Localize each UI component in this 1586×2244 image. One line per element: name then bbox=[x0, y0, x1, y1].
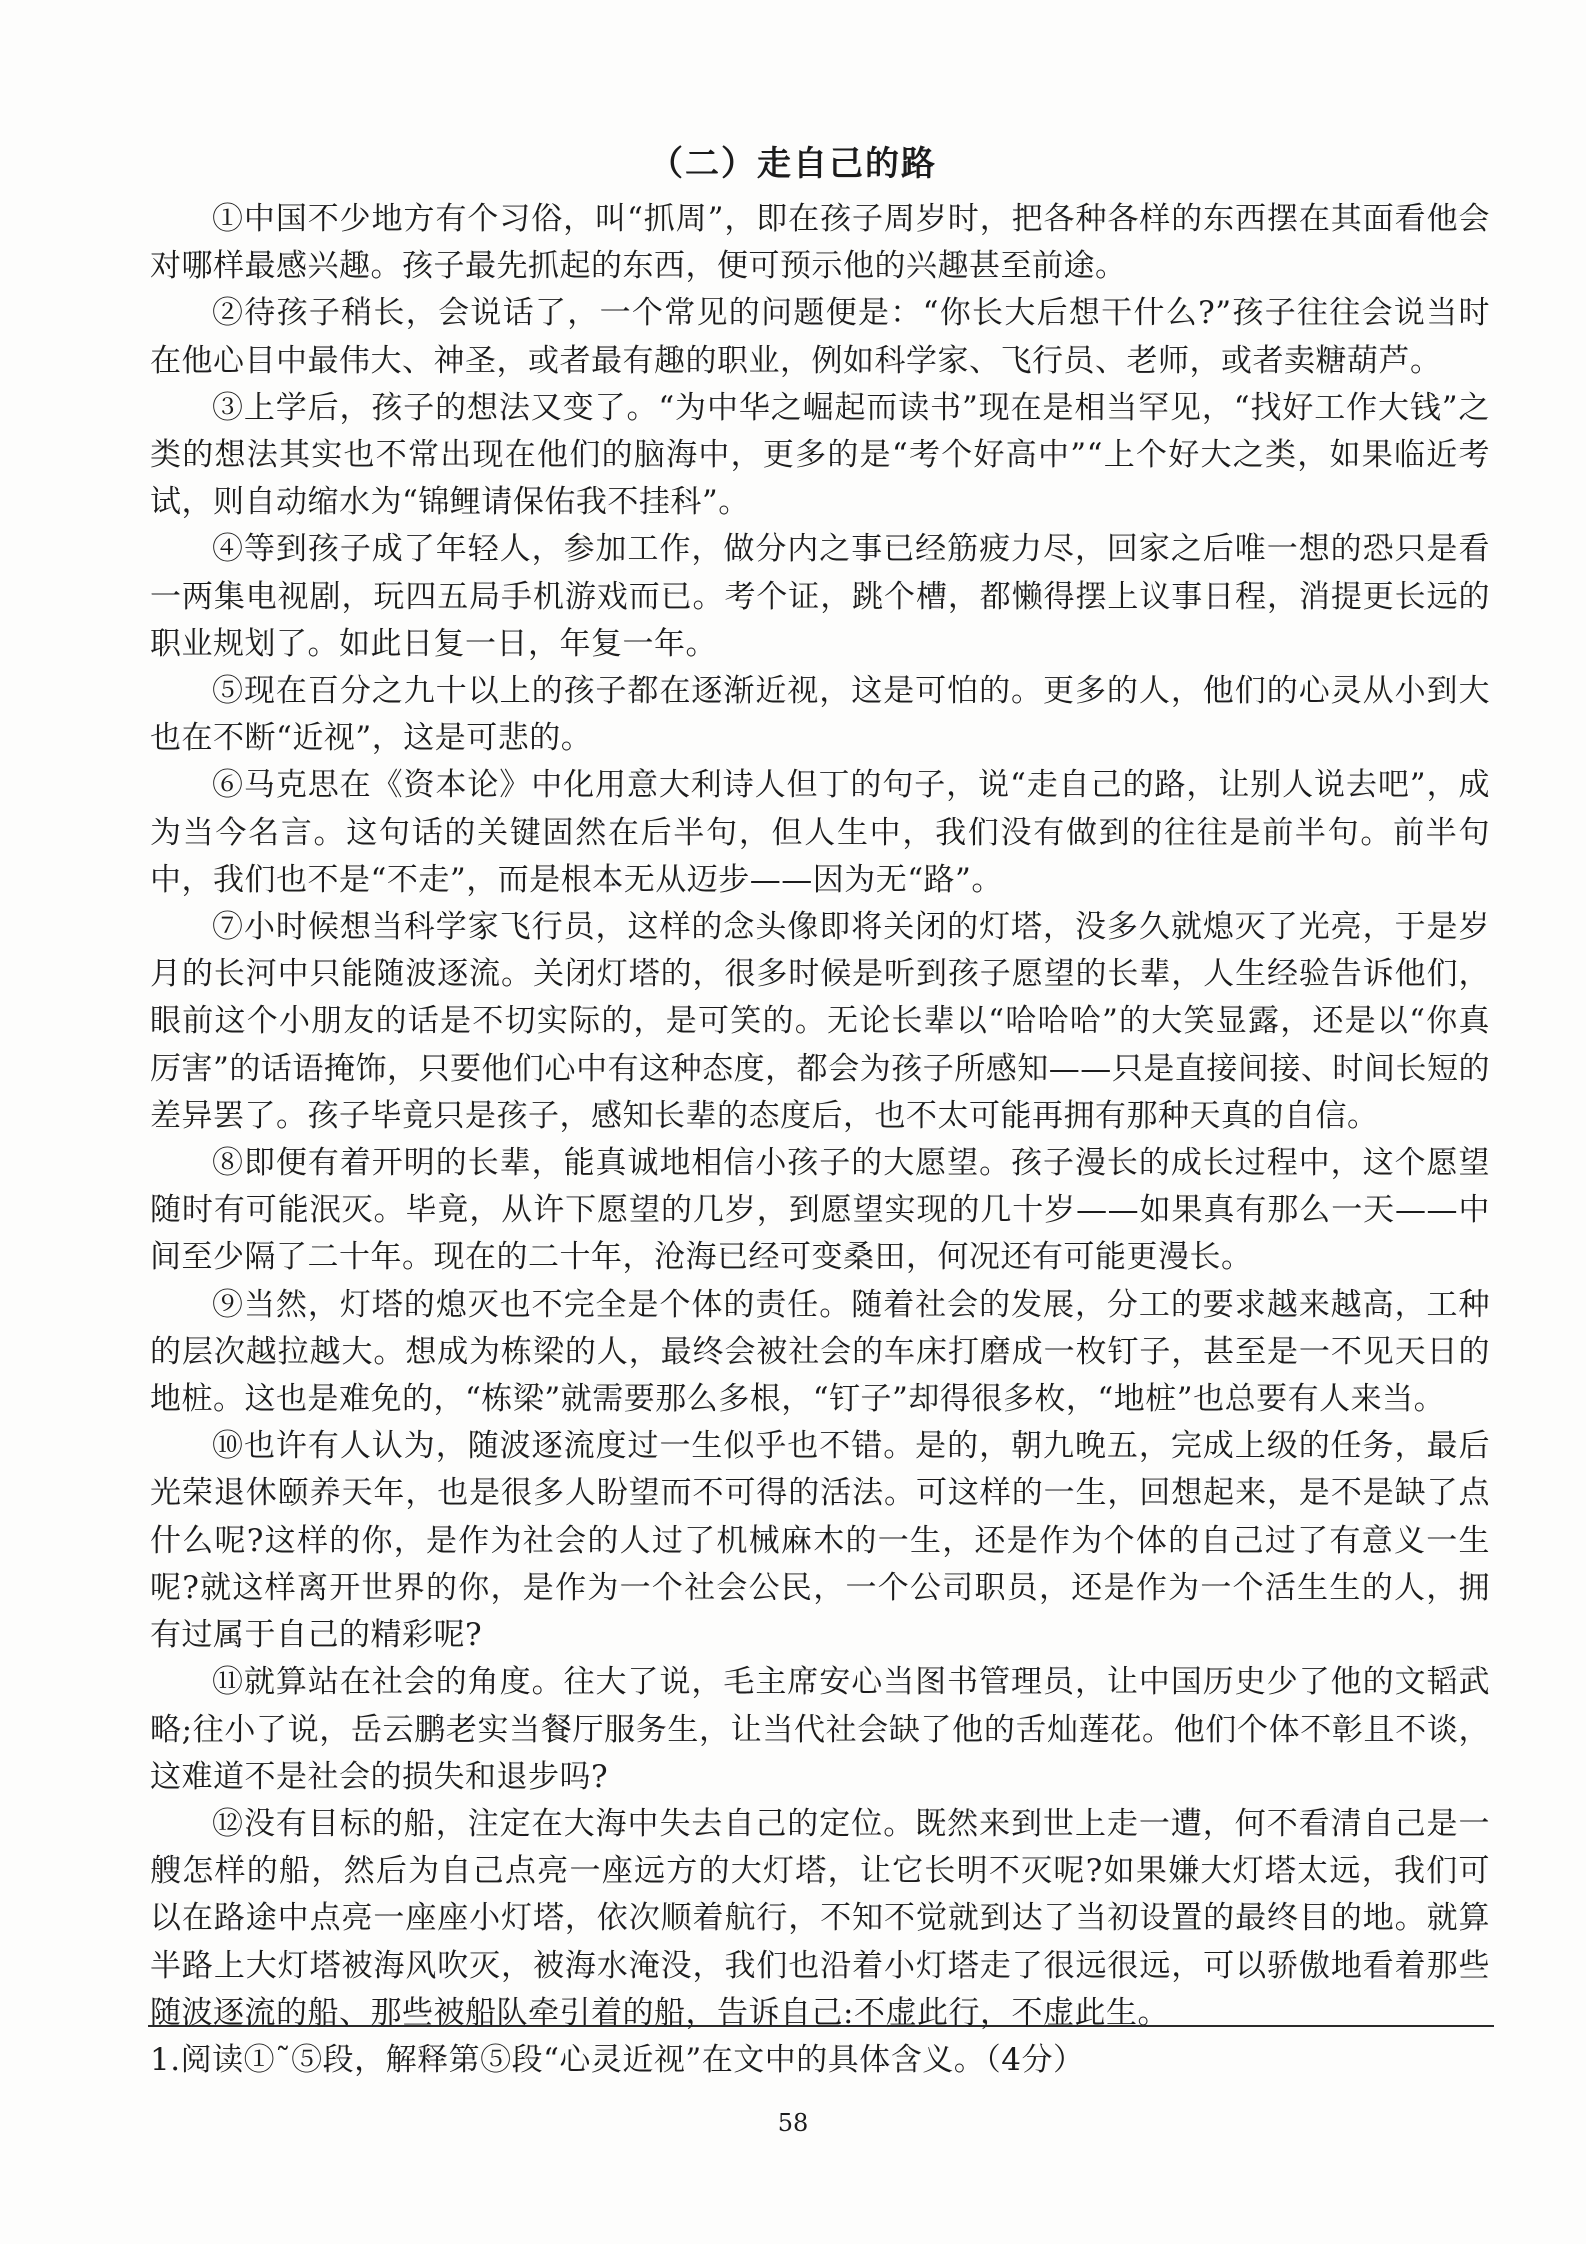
paragraph-3: ③上学后，孩子的想法又变了。“为中华之崛起而读书”现在是相当罕见，“找好工作大钱”之类的想法其实也不常出现在他们的脑海中，更多的是“考个好高中”“上个好大之类，如果临近考试，则自动缩水为“锦鲤请保佑我不挂科”。 bbox=[150, 389, 1490, 521]
paragraph-1: ①中国不少地方有个习俗，叫“抓周”，即在孩子周岁时，把各种各样的东西摆在其面看他会对哪样最感兴趣。孩子最先抓起的东西，便可预示他的兴趣甚至前途。 bbox=[150, 201, 1490, 285]
paragraph-11: ⑪就算站在社会的角度。往大了说，毛主席安心当图书管理员，让中国历史少了他的文韬武略;往小了说，岳云鹏老实当餐厅服务生，让当代社会缺了他的舌灿莲花。他们个体不彰且不谈，这难道不是社会的损失和退步吗? bbox=[150, 1664, 1490, 1795]
paragraph-4: ④等到孩子成了年轻人，参加工作，做分内之事已经筋疲力尽，回家之后唯一想的恐只是看一两集电视剧，玩四五局手机游戏而已。考个证，跳个槽，都懒得摆上议事日程，消提更长远的职业规划了。如此日复一日，年复一年。 bbox=[150, 531, 1490, 662]
paragraph-8: ⑧即便有着开明的长辈，能真诚地相信小孩子的大愿望。孩子漫长的成长过程中，这个愿望随时有可能泯灭。毕竟，从许下愿望的几岁，到愿望实现的几十岁——如果真有那么一天——中间至少隔了二十年。现在的二十年，沧海已经可变桑田，何况还有可能更漫长。 bbox=[150, 1145, 1490, 1276]
question-1: 1.阅读①˜⑤段，解释第⑤段“心灵近视”在文中的具体含义。（4分） bbox=[150, 2041, 1085, 2078]
paragraph-6: ⑥马克思在《资本论》中化用意大利诗人但丁的句子，说“走自己的路，让别人说去吧”，成为当今名言。这句话的关键固然在后半句，但人生中，我们没有做到的往往是前半句。前半句中，我们也不是“不走”，而是根本无从迈步——因为无“路”。 bbox=[150, 767, 1490, 898]
paragraph-7: ⑦小时候想当科学家飞行员，这样的念头像即将关闭的灯塔，没多久就熄灭了光亮，于是岁月的长河中只能随波逐流。关闭灯塔的，很多时候是听到孩子愿望的长辈，人生经验告诉他们，眼前这个小朋友的话是不切实际的，是可笑的。无论长辈以“哈哈哈”的大笑显露，还是以“你真厉害”的话语掩饰，只要他们心中有这种态度，都会为孩子所感知——只是直接间接、时间长短的差异罢了。孩子毕竟只是孩子，感知长辈的态度后，也不太可能再拥有那种天真的自信。 bbox=[150, 909, 1490, 1134]
paragraph-12: ⑫没有目标的船，注定在大海中失去自己的定位。既然来到世上走一遭，何不看清自己是一艘怎样的船，然后为自己点亮一座远方的大灯塔，让它长明不灭呢?如果嫌大灯塔太远，我们可以在路途中点亮一座座小灯塔，依次顺着航行，不知不觉就到达了当初设置的最终目的地。就算半路上大灯塔被海风吹灭，被海水淹没，我们也沿着小灯塔走了很远很远，可以骄傲地看着那些随波逐流的船、那些被船队牵引着的船，告诉自己:不虚此行，不虚此生。 bbox=[150, 1805, 1490, 2031]
answer-line[interactable] bbox=[148, 2025, 1494, 2027]
page-number: 58 bbox=[777, 2109, 809, 2137]
paragraph-9: ⑨当然，灯塔的熄灭也不完全是个体的责任。随着社会的发展，分工的要求越来越高，工种的层次越拉越大。想成为栋梁的人，最终会被社会的车床打磨成一枚钉子，甚至是一不见天日的地桩。这也是难免的，“栋梁”就需要那么多根，“钉子”却得很多枚，“地桩”也总要有人来当。 bbox=[150, 1286, 1490, 1418]
paragraph-2: ②待孩子稍长，会说话了，一个常见的问题便是：“你长大后想干什么?”孩子往往会说当时在他心目中最伟大、神圣，或者最有趣的职业，例如科学家、飞行员、老师，或者卖糖葫芦。 bbox=[150, 295, 1490, 379]
paragraph-5: ⑤现在百分之九十以上的孩子都在逐渐近视，这是可怕的。更多的人，他们的心灵从小到大也在不断“近视”，这是可悲的。 bbox=[150, 673, 1490, 757]
paragraph-10: ⑩也许有人认为，随波逐流度过一生似乎也不错。是的，朝九晚五，完成上级的任务，最后光荣退休颐养天年，也是很多人盼望而不可得的活法。可这样的一生，回想起来，是不是缺了点什么呢?这样的你，是作为社会的人过了机械麻木的一生，还是作为个体的自己过了有意义一生呢?就这样离开世界的你，是作为一个社会公民，一个公司职员，还是作为一个活生生的人，拥有过属于自己的精彩呢? bbox=[150, 1428, 1490, 1654]
article-title: （二）走自己的路 bbox=[649, 144, 937, 184]
article-body bbox=[150, 196, 1490, 2084]
